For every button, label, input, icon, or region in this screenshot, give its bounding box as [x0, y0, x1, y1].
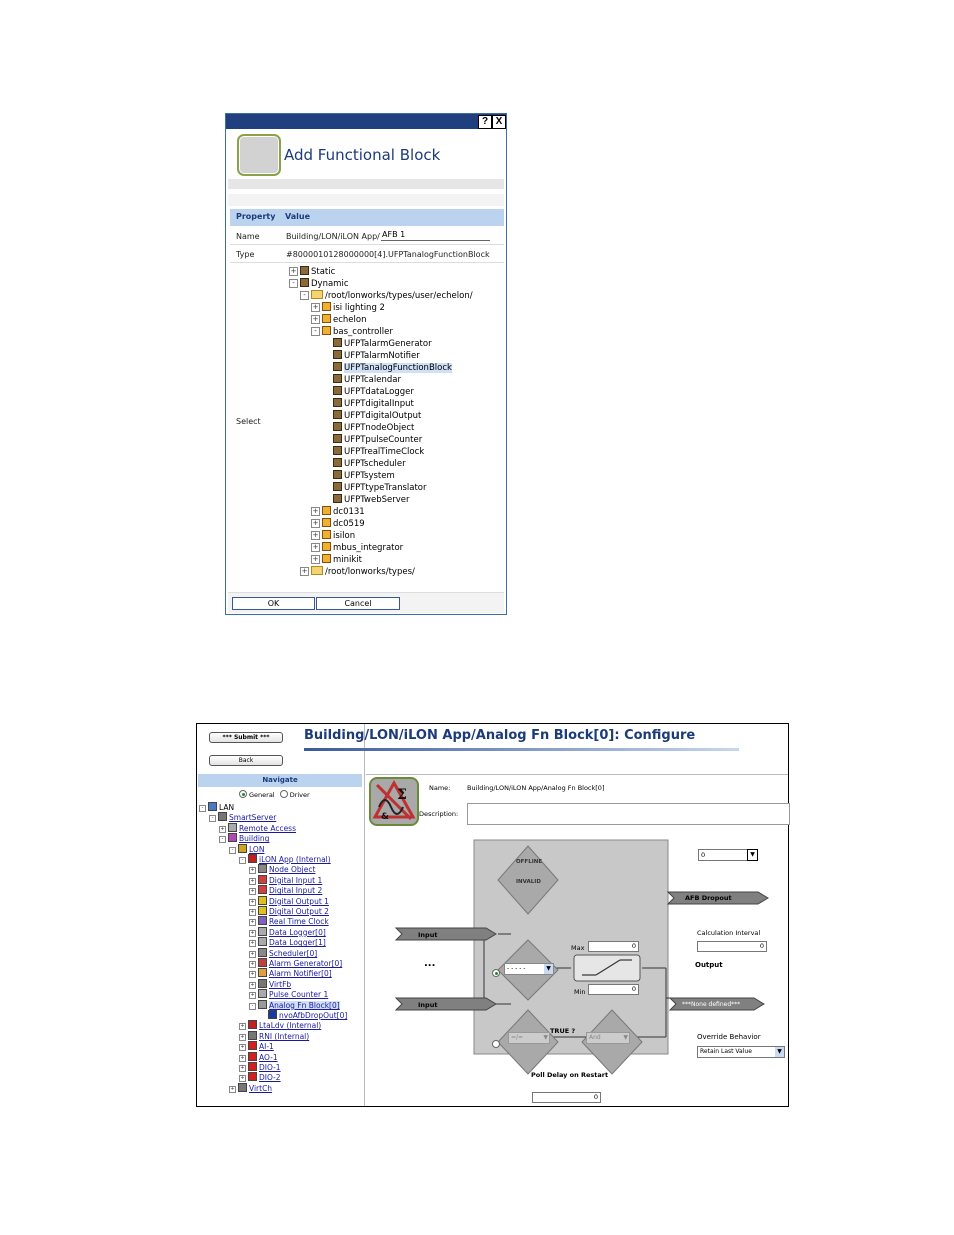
function-select-value: - - - - - [507, 965, 526, 972]
poll-delay-input[interactable]: 0 [532, 1092, 601, 1103]
function-radio[interactable] [492, 963, 502, 981]
tree-item-label: dc0131 [333, 507, 365, 517]
dialog-titlebar [226, 114, 506, 129]
tree-item-label: UFPTtypeTranslator [344, 483, 427, 493]
nav-tree-item[interactable] [229, 1083, 272, 1093]
expand-icon[interactable]: + [312, 543, 319, 551]
nav-tree-item[interactable] [239, 1041, 274, 1051]
cube-icon [333, 494, 342, 503]
node-icon [258, 875, 267, 884]
nav-tree-label[interactable]: Digital Input 1 [269, 875, 323, 885]
node-icon [258, 864, 267, 873]
nav-tree-label[interactable]: Data Logger[0] [269, 927, 326, 937]
expand-icon[interactable]: + [250, 950, 255, 957]
cube-icon [333, 398, 342, 407]
nav-tree-item[interactable] [229, 844, 264, 854]
cube-icon [300, 278, 309, 287]
true-label: TRUE ? [550, 1027, 576, 1035]
output-label: Output [695, 961, 723, 969]
nav-tree-item[interactable] [249, 864, 315, 874]
pkg-icon [322, 554, 331, 563]
node-icon [208, 802, 217, 811]
nav-tree-item[interactable] [239, 1031, 309, 1041]
nav-tree-item[interactable] [249, 979, 291, 989]
tree-item-label: UFPTscheduler [344, 459, 406, 469]
type-value: #8000010128000000[4].UFPTanalogFunctionBlock [286, 250, 490, 259]
nav-tree-label[interactable]: Alarm Generator[0] [269, 959, 343, 968]
tree-item[interactable] [333, 374, 401, 385]
navigation-panel [197, 724, 365, 1106]
tree-item-label: UFPTdigitalOutput [344, 411, 422, 421]
tree-item[interactable] [333, 386, 414, 397]
cube-icon [333, 386, 342, 395]
expand-icon[interactable]: + [250, 867, 255, 874]
nav-tree-item[interactable] [249, 1000, 340, 1010]
tree-item[interactable] [333, 482, 426, 493]
nav-tree-label[interactable]: AI-1 [259, 1042, 274, 1052]
tree-item-label: UFPTdigitalInput [344, 399, 414, 409]
folder-icon [311, 290, 323, 299]
node-icon [228, 823, 237, 832]
nav-tree-label[interactable]: Digital Output 1 [269, 896, 329, 906]
calc-interval-label: Calculation Interval [697, 929, 761, 937]
tree-item[interactable] [311, 518, 365, 529]
expand-icon[interactable]: + [301, 567, 308, 575]
override-select-value: Retain Last Value [700, 1048, 752, 1055]
nav-tree-label[interactable]: AO-1 [259, 1052, 278, 1062]
column-header-value: Value [285, 212, 311, 221]
node-icon [258, 958, 267, 967]
expand-icon[interactable]: + [312, 519, 319, 527]
tree-item-label: UFPTrealTimeClock [344, 447, 425, 457]
nav-tree-label[interactable]: Digital Output 2 [269, 907, 329, 916]
nav-tree-label: LAN [219, 803, 235, 812]
chevron-down-icon[interactable]: ▼ [623, 1034, 628, 1041]
navigate-header: Navigate [198, 774, 362, 787]
node-icon [218, 812, 227, 821]
nav-tree-item[interactable] [209, 812, 276, 822]
node-icon [258, 989, 267, 998]
collapse-icon[interactable]: - [300, 291, 309, 300]
nav-tree-item[interactable] [249, 916, 329, 926]
node-icon [258, 979, 267, 988]
pkg-icon [322, 302, 331, 311]
logic-select[interactable] [586, 1032, 630, 1044]
node-icon [248, 1041, 257, 1050]
expand-icon[interactable]: + [250, 971, 255, 978]
node-icon [258, 906, 267, 915]
svg-text:&: & [381, 812, 389, 822]
chevron-down-icon[interactable]: ▼ [775, 1047, 784, 1057]
cube-icon [333, 362, 342, 371]
nav-tree-label[interactable]: Pulse Counter 1 [269, 990, 329, 1000]
expand-icon[interactable]: + [250, 898, 255, 905]
collapse-icon[interactable]: - [239, 857, 246, 864]
node-icon [268, 1010, 277, 1019]
tree-item-label: UFPTcalendar [344, 375, 401, 385]
radio-driver-label: Driver [289, 791, 310, 799]
collapse-icon[interactable]: - [209, 815, 216, 822]
table-header [230, 209, 504, 226]
expand-icon[interactable]: + [250, 888, 255, 895]
cube-icon [333, 482, 342, 491]
node-icon [248, 1072, 257, 1081]
tree-item[interactable] [333, 410, 421, 421]
input-arrow-1 [396, 928, 496, 940]
expand-icon[interactable]: + [240, 1075, 245, 1082]
override-select[interactable] [697, 1046, 785, 1058]
tree-item[interactable] [333, 350, 420, 361]
nav-tree-item[interactable] [239, 854, 331, 864]
nav-tree-item[interactable] [249, 875, 322, 885]
nav-tree-label[interactable]: Analog Fn Block[0] [269, 1000, 340, 1010]
name-label: Name [236, 232, 260, 241]
radio-general[interactable] [239, 790, 247, 798]
nav-tree-label[interactable]: Alarm Notifier[0] [269, 969, 332, 979]
tree-item[interactable] [311, 326, 393, 337]
nav-tree-item[interactable] [249, 989, 328, 999]
node-icon [258, 937, 267, 946]
expand-icon[interactable]: + [250, 981, 255, 988]
nav-tree-label[interactable]: VirtFb [269, 979, 292, 989]
nav-tree-label[interactable]: Remote Access [239, 823, 296, 833]
title-underline [304, 748, 739, 751]
collapse-icon[interactable]: - [229, 847, 236, 854]
tree-item-label: minikit [333, 555, 363, 565]
name-prefix: Building/LON/iLON App/ [286, 232, 380, 241]
node-icon [248, 854, 257, 863]
afb-symbol-icon [371, 779, 417, 824]
name-input[interactable] [381, 228, 490, 241]
tree-item-label: echelon [333, 315, 367, 325]
nav-tree-item[interactable] [239, 1062, 281, 1072]
expand-icon[interactable]: + [240, 1033, 245, 1040]
expand-icon[interactable]: + [250, 877, 255, 884]
expand-icon[interactable]: + [250, 940, 255, 947]
expand-icon[interactable]: + [220, 825, 225, 832]
tree-item[interactable] [333, 338, 432, 349]
nav-tree-label[interactable]: Data Logger[1] [269, 938, 326, 948]
cube-icon [333, 422, 342, 431]
analog-function-block-icon [369, 777, 419, 826]
cancel-button[interactable]: Cancel [316, 597, 400, 610]
poll-delay-label: Poll Delay on Restart [531, 1071, 609, 1079]
node-icon [248, 1062, 257, 1071]
node-icon [238, 1083, 247, 1092]
tree-item[interactable] [311, 542, 403, 553]
nav-tree-item[interactable] [249, 968, 332, 978]
tree-item-label: UFPTanalogFunctionBlock [344, 363, 452, 373]
tree-item-label: /root/lonworks/types/user/echelon/ [325, 291, 473, 301]
nav-tree-label[interactable]: nvoAfbDropOut[0] [279, 1011, 348, 1020]
nav-tree-item[interactable] [219, 823, 296, 833]
type-label: Type [236, 250, 255, 259]
chevron-down-icon[interactable]: ▼ [543, 1034, 548, 1041]
pkg-icon [322, 530, 331, 539]
tree-item[interactable] [333, 470, 395, 481]
nav-tree-label[interactable]: Real Time Clock [269, 917, 329, 927]
condition-select[interactable] [508, 1032, 550, 1044]
chevron-down-icon[interactable]: ▼ [747, 849, 758, 861]
expand-icon[interactable]: + [240, 1044, 245, 1051]
select-label: Select [236, 417, 261, 426]
more-inputs-dots: ... [424, 958, 436, 969]
description-input[interactable] [467, 803, 790, 825]
page-title: Building/LON/iLON App/Analog Fn Block[0]: Configure [304, 728, 696, 743]
radio-general-label: General [249, 791, 275, 799]
cube-icon [333, 410, 342, 419]
nav-tree-label[interactable]: SmartServer [229, 813, 277, 823]
expand-icon[interactable]: + [250, 929, 255, 936]
tree-item[interactable] [311, 314, 366, 325]
nav-tree-label[interactable]: DIO-2 [259, 1073, 281, 1083]
description-label: Description: [419, 810, 459, 818]
condition-radio[interactable] [492, 1034, 502, 1052]
functional-block-icon [237, 134, 281, 176]
nav-tree-item[interactable] [249, 896, 329, 906]
dropout-select-value: 0 [701, 851, 706, 859]
nav-tree-item[interactable] [199, 802, 234, 812]
output-value: ***None defined*** [682, 1001, 741, 1008]
nav-tree-label[interactable]: Building [239, 834, 270, 844]
nav-tree-item[interactable] [249, 937, 326, 947]
nav-tree-item[interactable] [239, 1020, 321, 1030]
tree-item-label: UFPTsystem [344, 471, 395, 481]
tree-item-label: isi lighting 2 [333, 303, 385, 313]
node-icon [248, 1031, 257, 1040]
nav-tree-label[interactable]: LtaLdv (Internal) [259, 1021, 322, 1031]
function-select[interactable] [504, 963, 554, 975]
nav-tree-label[interactable]: LON [249, 844, 265, 854]
tree-item[interactable] [311, 302, 385, 313]
pkg-icon [322, 506, 331, 515]
divider [228, 179, 504, 189]
expand-icon[interactable]: + [312, 531, 319, 539]
tree-item-label: UFPTalarmGenerator [344, 339, 432, 349]
radio-driver[interactable] [280, 790, 288, 798]
cube-icon [333, 470, 342, 479]
name-label: Name: [429, 784, 451, 792]
expand-icon[interactable]: + [290, 267, 297, 275]
node-icon [258, 916, 267, 925]
tree-item-label: UFPTnodeObject [344, 423, 415, 433]
tree-item-label: mbus_integrator [333, 543, 404, 553]
node-icon [258, 948, 267, 957]
tree-item-label: bas_controller [333, 327, 393, 337]
tree-item-label: Dynamic [311, 279, 349, 289]
radio-function-selected[interactable] [492, 969, 500, 977]
expand-icon[interactable]: + [240, 1023, 245, 1030]
nav-mode-radios [239, 790, 310, 799]
expand-icon[interactable]: + [250, 919, 255, 926]
cube-icon [333, 446, 342, 455]
max-input[interactable]: 0 [588, 941, 639, 952]
expand-icon[interactable]: + [240, 1065, 245, 1071]
pkg-icon [322, 314, 331, 323]
node-icon [258, 896, 267, 905]
expand-icon[interactable]: + [312, 315, 319, 323]
tree-item[interactable] [333, 398, 414, 409]
tree-item[interactable] [333, 446, 424, 457]
node-icon [258, 1000, 267, 1009]
expand-icon[interactable]: + [230, 1085, 235, 1092]
nav-tree-item[interactable] [219, 833, 269, 843]
nav-tree-item[interactable] [249, 927, 326, 937]
dialog-title: Add Functional Block [284, 146, 441, 164]
radio-condition[interactable] [492, 1040, 500, 1048]
tree-item-label: UFPTwebServer [344, 495, 410, 505]
nav-tree-label[interactable]: Digital Input 2 [269, 886, 323, 896]
nav-tree-label[interactable]: VirtCh [249, 1083, 273, 1093]
expand-icon[interactable]: + [250, 992, 255, 999]
collapse-icon[interactable]: - [219, 836, 226, 843]
tree-item-label: UFPTpulseCounter [344, 435, 423, 445]
min-label: Min [574, 988, 586, 996]
tree-item-label: UFPTalarmNotifier [344, 351, 420, 361]
tree-item[interactable] [311, 554, 362, 565]
expand-icon[interactable]: + [250, 909, 255, 915]
ok-button[interactable]: OK [232, 597, 315, 610]
nav-tree-label[interactable]: Scheduler[0] [269, 948, 318, 958]
calc-interval-input[interactable]: 0 [697, 941, 767, 952]
tree-item[interactable] [289, 266, 335, 277]
tree-item[interactable] [289, 278, 349, 289]
collapse-icon[interactable]: - [249, 1003, 256, 1010]
nav-tree-label[interactable]: iLON App (Internal) [259, 855, 331, 864]
expand-icon[interactable]: + [312, 303, 319, 311]
cube-icon [333, 434, 342, 443]
nav-tree-item[interactable] [249, 906, 329, 916]
pkg-icon [322, 542, 331, 551]
expand-icon[interactable]: + [250, 961, 255, 967]
add-functional-block-dialog [225, 113, 507, 615]
nav-tree-item[interactable] [249, 885, 322, 895]
collapse-icon[interactable]: - [311, 327, 320, 336]
divider [228, 194, 504, 206]
tree-item-label: dc0519 [333, 519, 365, 529]
tree-item-label: UFPTdataLogger [344, 387, 414, 397]
node-icon [258, 968, 267, 977]
configure-window [196, 723, 789, 1107]
cube-icon [333, 350, 342, 359]
folder-icon [311, 566, 323, 575]
cube-icon [333, 338, 342, 347]
nav-tree-item[interactable] [239, 1052, 278, 1062]
back-button[interactable]: Back [209, 755, 283, 766]
expand-icon[interactable]: + [312, 555, 319, 563]
divider [366, 774, 788, 775]
node-icon [258, 885, 267, 894]
tree-item[interactable] [333, 422, 414, 433]
nav-tree-item[interactable] [259, 1010, 347, 1020]
chevron-down-icon[interactable]: ▼ [544, 964, 553, 974]
logic-select-value: And [589, 1034, 601, 1041]
collapse-icon[interactable]: - [199, 805, 206, 812]
nav-tree-label[interactable]: Node Object [269, 865, 316, 875]
input-label-1: Input [418, 931, 438, 939]
offline-label: OFFLINE [516, 859, 543, 865]
expand-icon[interactable]: + [240, 1054, 245, 1061]
name-value: Building/LON/iLON App/Analog Fn Block[0] [467, 784, 605, 792]
collapse-icon[interactable]: - [289, 279, 298, 288]
tree-item[interactable] [333, 362, 452, 373]
close-icon[interactable]: X [492, 115, 506, 129]
pkg-icon [322, 518, 331, 527]
tree-item[interactable] [300, 566, 415, 577]
condition-select-value: =/= [511, 1034, 524, 1041]
pkg-icon [322, 326, 331, 335]
tree-item[interactable] [311, 506, 365, 517]
node-icon [248, 1020, 257, 1029]
column-header-property: Property [236, 212, 276, 221]
max-label: Max [571, 944, 585, 952]
submit-button[interactable]: *** Submit *** [209, 732, 283, 743]
tree-item[interactable] [300, 290, 473, 301]
cube-icon [333, 458, 342, 467]
expand-icon[interactable]: + [312, 507, 319, 515]
svg-text:Σ: Σ [397, 787, 407, 803]
input-label-2: Input [418, 1001, 438, 1009]
help-icon[interactable]: ? [478, 115, 492, 129]
nav-tree-label[interactable]: DIO-1 [259, 1063, 281, 1072]
tree-item-label: /root/lonworks/types/ [325, 567, 415, 577]
invalid-label: INVALID [516, 879, 541, 885]
input-arrow-2 [396, 998, 496, 1010]
override-label: Override Behavior [697, 1033, 761, 1041]
dropout-select[interactable] [698, 849, 758, 861]
node-icon [238, 844, 247, 853]
configure-panel [366, 774, 788, 1106]
node-icon [228, 833, 237, 842]
tree-item[interactable] [333, 458, 406, 469]
tree-item[interactable] [333, 434, 422, 445]
nav-tree-item[interactable] [249, 948, 317, 958]
cube-icon [300, 266, 309, 275]
tree-item-label: Static [311, 267, 336, 277]
tree-item[interactable] [311, 530, 355, 541]
tree-item-label: isilon [333, 531, 356, 541]
tree-item[interactable] [333, 494, 409, 505]
node-icon [258, 927, 267, 936]
node-icon [248, 1052, 257, 1061]
min-input[interactable]: 0 [588, 984, 639, 995]
afb-dropout-label: AFB Dropout [685, 894, 732, 902]
nav-tree-item[interactable] [249, 958, 342, 968]
nav-tree-label[interactable]: RNI (Internal) [259, 1031, 310, 1041]
cube-icon [333, 374, 342, 383]
nav-tree-item[interactable] [239, 1072, 281, 1082]
